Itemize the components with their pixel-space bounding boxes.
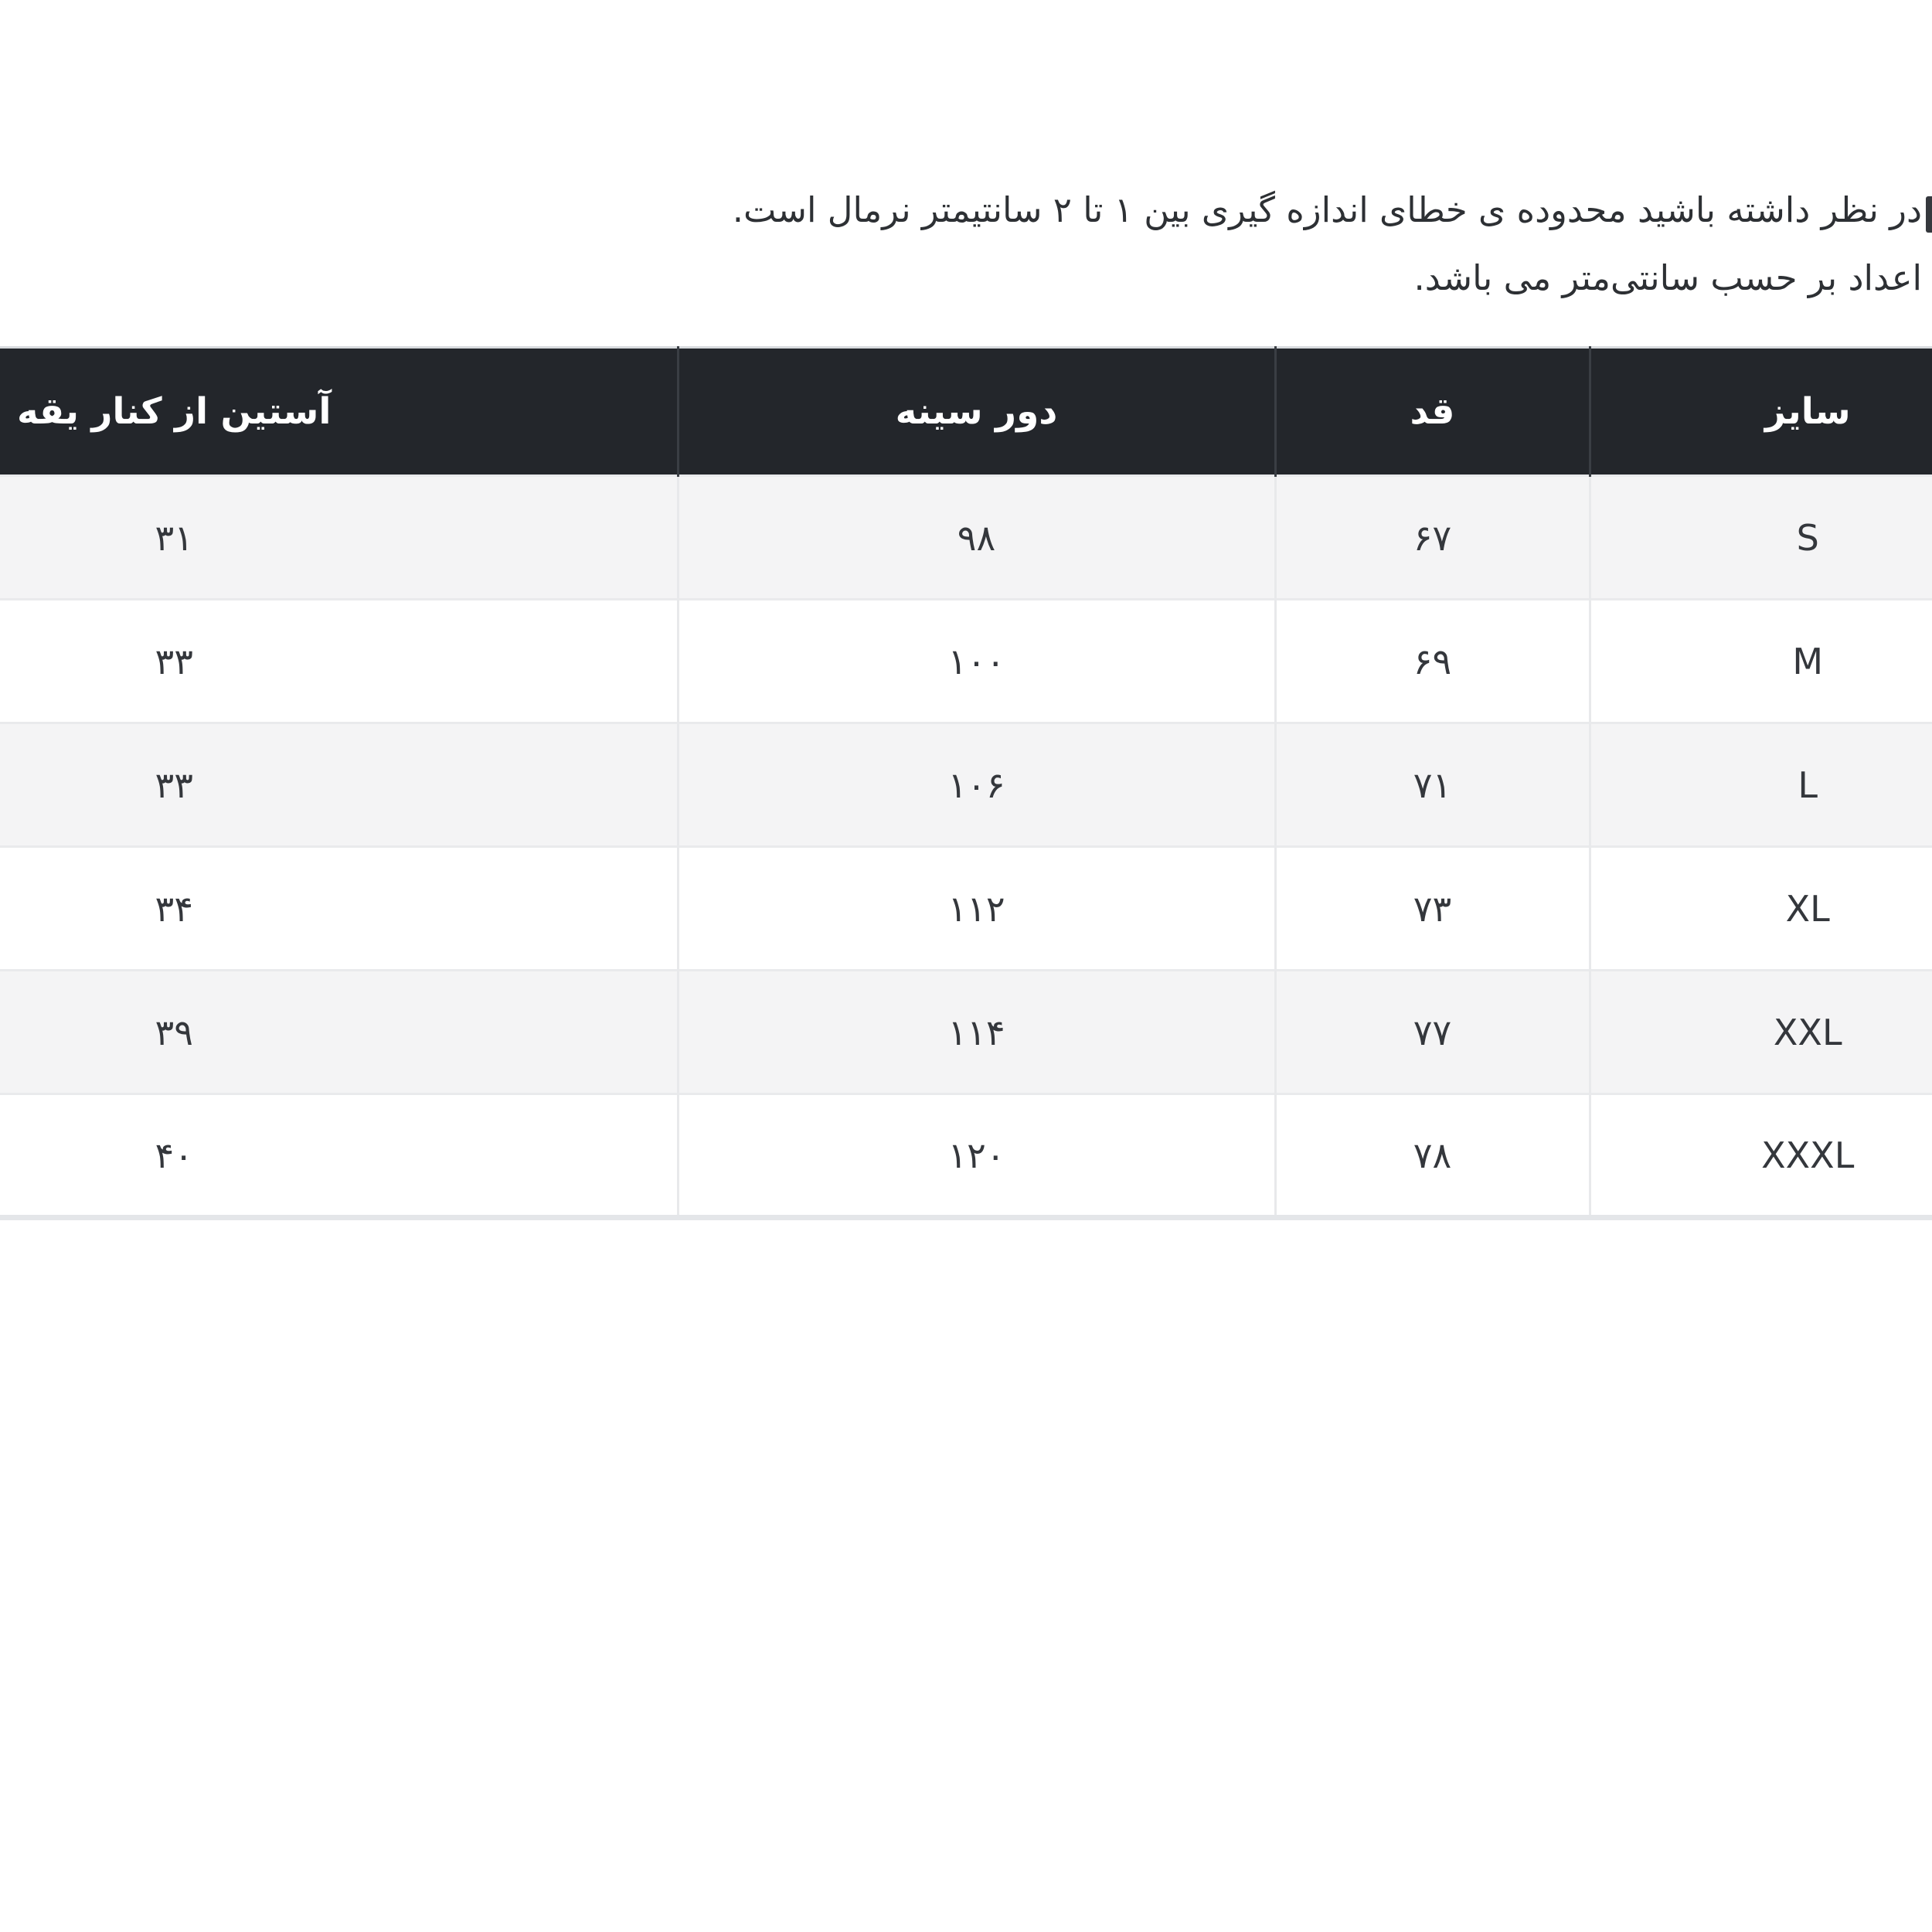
cell-size: M <box>1590 600 1932 723</box>
cell-height: ۶۷ <box>1275 476 1590 600</box>
cell-height: ۷۷ <box>1275 971 1590 1094</box>
note-line-unit: اعداد بر حسب سانتی‌متر می باشد. <box>1413 257 1922 298</box>
cell-size: XL <box>1590 847 1932 971</box>
table-row-xxl <box>0 971 1932 1094</box>
measurement-notes <box>733 176 1922 312</box>
cell-chest: ۹۸ <box>678 476 1275 600</box>
cell-size: XXL <box>1590 971 1932 1094</box>
cell-chest: ۱۰۰ <box>678 600 1275 723</box>
table-row-xl <box>0 847 1932 971</box>
size-chart-table <box>0 346 1932 1220</box>
cell-sleeve: ۳۳ <box>0 600 678 723</box>
cell-sleeve: ۴۰ <box>0 1094 678 1218</box>
note-line-tolerance: در نظر داشته باشید محدوده ی خطای اندازه گیری بین ۱ تا ۲ سانتیمتر نرمال است. <box>732 189 1922 230</box>
cell-chest: ۱۱۲ <box>678 847 1275 971</box>
cell-height: ۶۹ <box>1275 600 1590 723</box>
table-row-s <box>0 476 1932 600</box>
clipped-text-fragment <box>1926 196 1932 233</box>
cell-chest: ۱۰۶ <box>678 723 1275 847</box>
column-header-sleeve: آستین از کنار یقه <box>0 348 678 476</box>
cell-sleeve: ۳۴ <box>0 847 678 971</box>
table-row-xxxl <box>0 1094 1932 1218</box>
column-header-height: قد <box>1275 348 1590 476</box>
column-header-size: سایز <box>1590 348 1932 476</box>
cell-chest: ۱۱۴ <box>678 971 1275 1094</box>
column-header-chest: دور سینه <box>678 348 1275 476</box>
cell-size: XXXL <box>1590 1094 1932 1218</box>
cell-height: ۷۱ <box>1275 723 1590 847</box>
cell-size: L <box>1590 723 1932 847</box>
cell-chest: ۱۲۰ <box>678 1094 1275 1218</box>
cell-sleeve: ۳۳ <box>0 723 678 847</box>
cell-sleeve: ۳۹ <box>0 971 678 1094</box>
cell-sleeve: ۳۱ <box>0 476 678 600</box>
cell-height: ۷۳ <box>1275 847 1590 971</box>
table-row-l <box>0 723 1932 847</box>
size-chart-header-row <box>0 348 1932 476</box>
table-row-m <box>0 600 1932 723</box>
cell-height: ۷۸ <box>1275 1094 1590 1218</box>
cell-size: S <box>1590 476 1932 600</box>
